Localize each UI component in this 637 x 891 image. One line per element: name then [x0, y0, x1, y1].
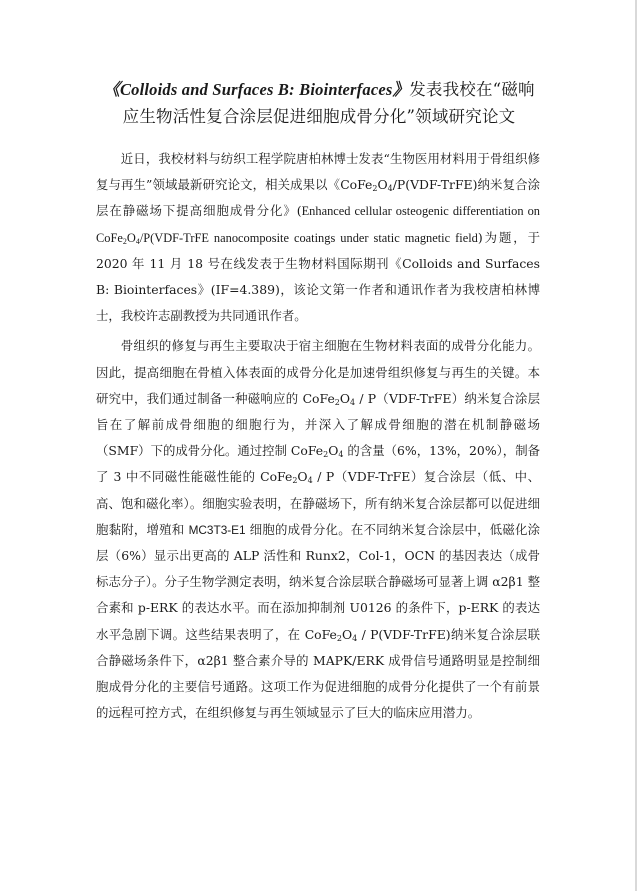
subscript-fe: 2: [336, 633, 342, 643]
subscript-o: 4: [350, 397, 356, 407]
p2-text-i: O: [341, 626, 353, 642]
p2-text-f: O: [297, 469, 308, 485]
english-title-a: Enhanced cellular osteogenic differentiation on CoFe: [96, 204, 540, 245]
article-title: [80, 76, 558, 130]
subscript-fe: 2: [372, 184, 378, 194]
p1-text-d: )为题，于 2020 年 11 月 18 号在线发表于生物材料国际期刊《Colloids and Surfaces B: Biointerfaces》(IF=4.389)，该论文第一作者和通讯作者为我校唐柏林博士，我校许志副教授为共同通讯作者。: [96, 229, 540, 324]
english-title-b: O: [126, 230, 136, 245]
paragraph-2: [96, 333, 540, 726]
title-journal-name: 《Colloids and Surfaces B: Biointerfaces》: [103, 80, 410, 99]
p2-text-b: O: [339, 390, 351, 406]
p1-text-c: /P(VDF-TrFE)纳米复合涂层在静磁场下提高细胞成骨分化》(: [96, 177, 540, 219]
subscript-o: 4: [387, 184, 393, 194]
p2-text-e: 的含量（6%，13%，20%），制备了 3 中不同磁性能磁性能的 CoFe: [96, 443, 540, 485]
subscript-o: 4: [352, 633, 358, 643]
english-title-c: /P(VDF-TrFE nanocomposite coatings under static magnetic field: [139, 230, 478, 245]
subscript-o: 4: [307, 476, 313, 486]
title-text-line1: 发表我校在“磁响: [409, 80, 535, 99]
subscript-fe: 2: [334, 397, 340, 407]
p1-text-a: 近日，我校材料与纺织工程学院唐柏林博士发表“生物医用材料用于骨组织修复与再生”领域最新研究论文，相关成果以《CoFe: [96, 151, 540, 193]
p2-text-d: O: [328, 443, 339, 459]
subscript-fe: 2: [323, 450, 329, 460]
cell-line-name: MC3T3-E1: [188, 522, 246, 537]
subscript-o: 4: [135, 236, 140, 246]
subscript-fe: 2: [292, 476, 298, 486]
p2-text-c: / P（VDF-TrFE）纳米复合涂层旨在了解前成骨细胞的细胞行为，并深入了解成骨细胞的潜在机制静磁场（SMF）下的成骨分化。通过控制 CoFe: [96, 390, 540, 459]
title-text-line2: 应生物活性复合涂层促进细胞成骨分化”领域研究论文: [122, 107, 516, 126]
p2-text-j: / P(VDF-TrFE)纳米复合涂层联合静磁场条件下，α2β1 整合素介导的 MAPK/ERK 成骨信号通路明显是控制细胞成骨分化的主要信号通路。这项工作为促进细胞的成骨分化提供了一个有前景的远程可控方式，在组织修复与再生领域显示了巨大的临床应用潜力。: [96, 626, 540, 721]
subscript-fe: 2: [122, 236, 127, 246]
paragraph-1: [96, 146, 540, 329]
p2-text-g: / P（VDF-TrFE）复合涂层（低、中、高、饱和磁化率）。细胞实验表明，在静磁场下，所有纳米复合涂层都可以促进细胞黏附，增殖和: [96, 469, 540, 537]
p1-text-b: O: [377, 177, 388, 193]
p2-text-h: 细胞的成骨分化。在不同纳米复合涂层中，低磁化涂层（6%）显示出更高的 ALP 活性和 Runx2，Col-1，OCN 的基因表达（成骨标志分子）。分子生物学测定表明，纳米复合涂层联合静磁场可显著上调 α2β1 整合素和 p-ERK 的表达水平。而在添加抑制剂 U0126 的条件下，p-ERK 的表达水平急剧下调。这些结果表明了，在 CoFe: [96, 521, 540, 642]
article-body: [96, 146, 540, 726]
subscript-o: 4: [338, 450, 344, 460]
p2-text-a: 骨组织的修复与再生主要取决于宿主细胞在生物材料表面的成骨分化能力。因此，提高细胞在骨植入体表面的成骨分化是加速骨组织修复与再生的关键。本研究中，我们通过制备一种磁响应的 CoFe: [96, 338, 540, 406]
